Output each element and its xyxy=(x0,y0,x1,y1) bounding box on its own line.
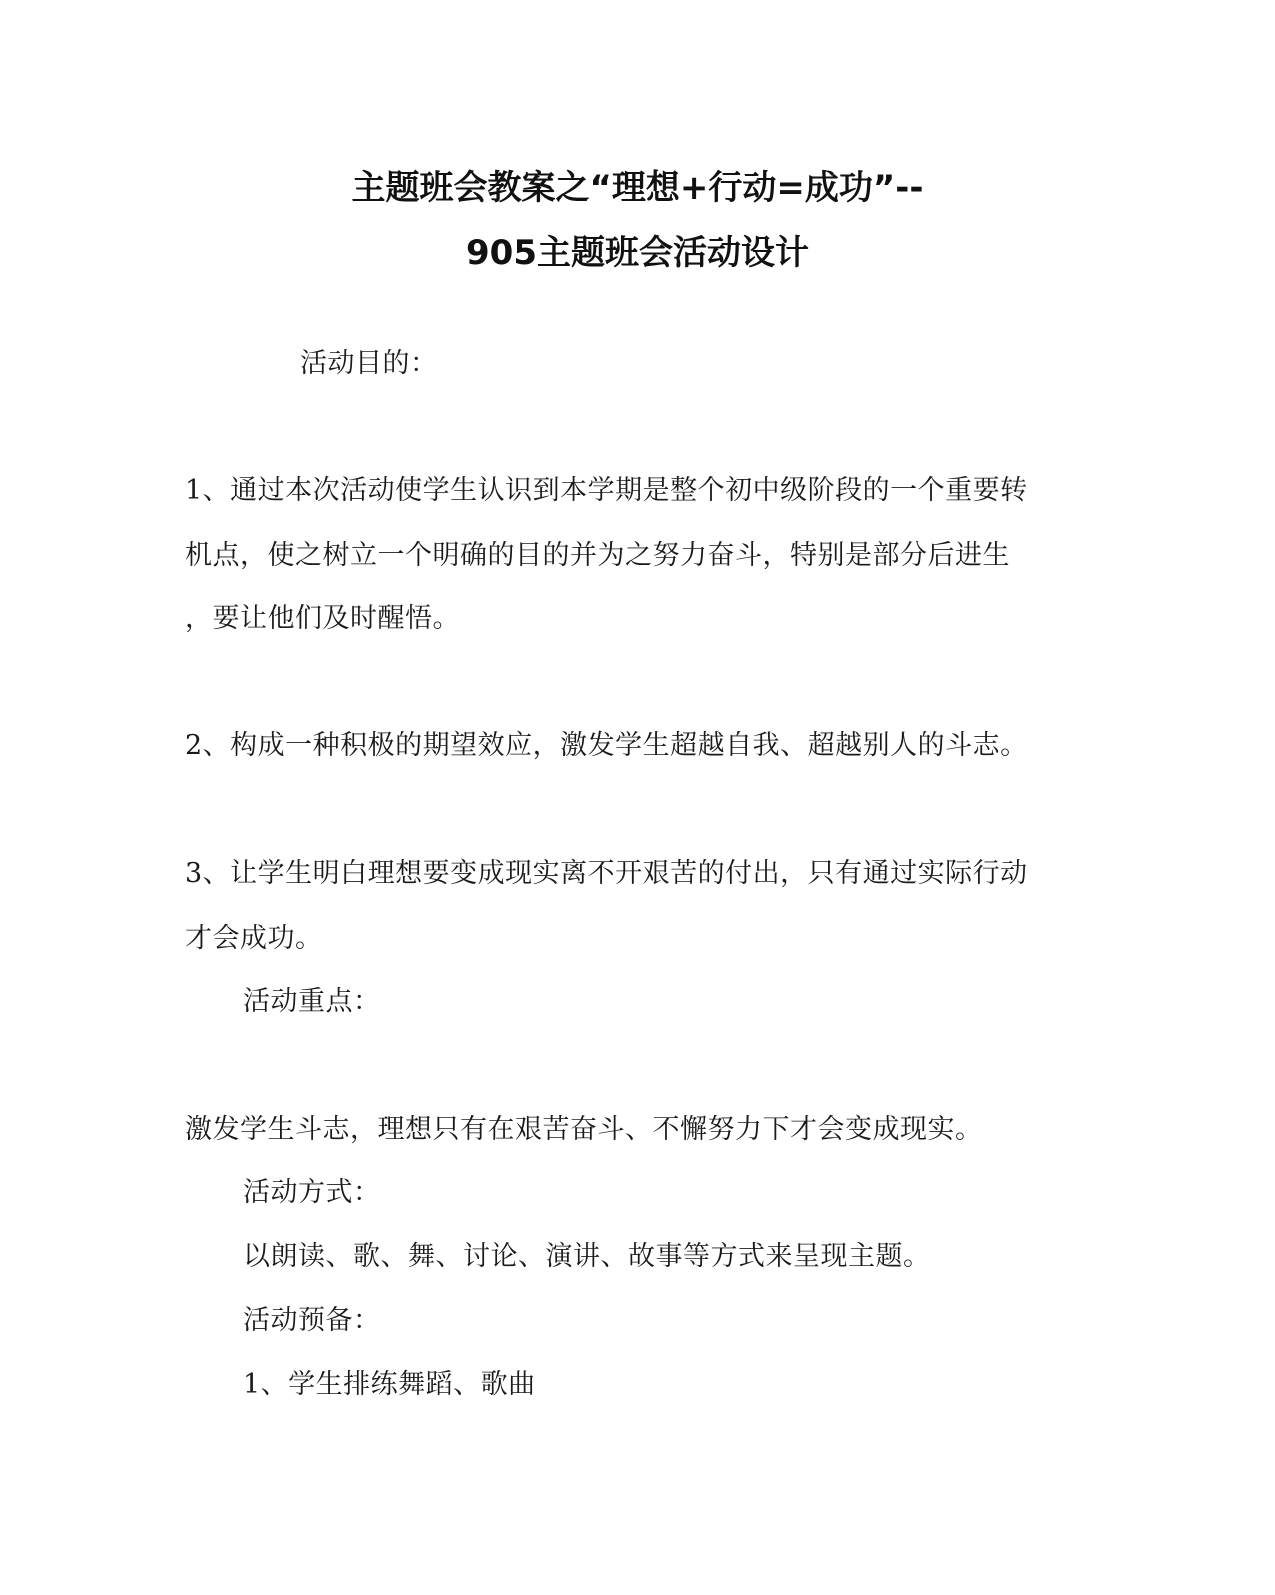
purpose-item-2-line-1: 2、构成一种积极的期望效应，激发学生超越自我、超越别人的斗志。 xyxy=(185,730,1028,761)
document-title-line-1: 主题班会教案之“理想+行动=成功”-- xyxy=(351,168,924,208)
purpose-item-1-line-2: 机点，使之树立一个明确的目的并为之努力奋斗，特别是部分后进生 xyxy=(185,540,1010,571)
focus-heading: 活动重点： xyxy=(243,986,381,1017)
focus-text: 激发学生斗志，理想只有在艰苦奋斗、不懈努力下才会变成现实。 xyxy=(185,1114,983,1145)
method-heading: 活动方式： xyxy=(243,1177,381,1208)
purpose-item-3-line-2: 才会成功。 xyxy=(185,923,323,954)
method-text: 以朗读、歌、舞、讨论、演讲、故事等方式来呈现主题。 xyxy=(243,1241,931,1272)
purpose-heading: 活动目的： xyxy=(300,348,438,379)
purpose-item-1-line-3: ，要让他们及时醒悟。 xyxy=(185,603,460,634)
prep-heading: 活动预备： xyxy=(243,1305,381,1336)
document-title-line-2: 905主题班会活动设计 xyxy=(466,233,809,273)
purpose-item-3-line-1: 3、让学生明白理想要变成现实离不开艰苦的付出，只有通过实际行动 xyxy=(185,858,1028,889)
purpose-item-1-line-1: 1、通过本次活动使学生认识到本学期是整个初中级阶段的一个重要转 xyxy=(185,475,1028,506)
prep-item-1: 1、学生排练舞蹈、歌曲 xyxy=(243,1369,536,1400)
